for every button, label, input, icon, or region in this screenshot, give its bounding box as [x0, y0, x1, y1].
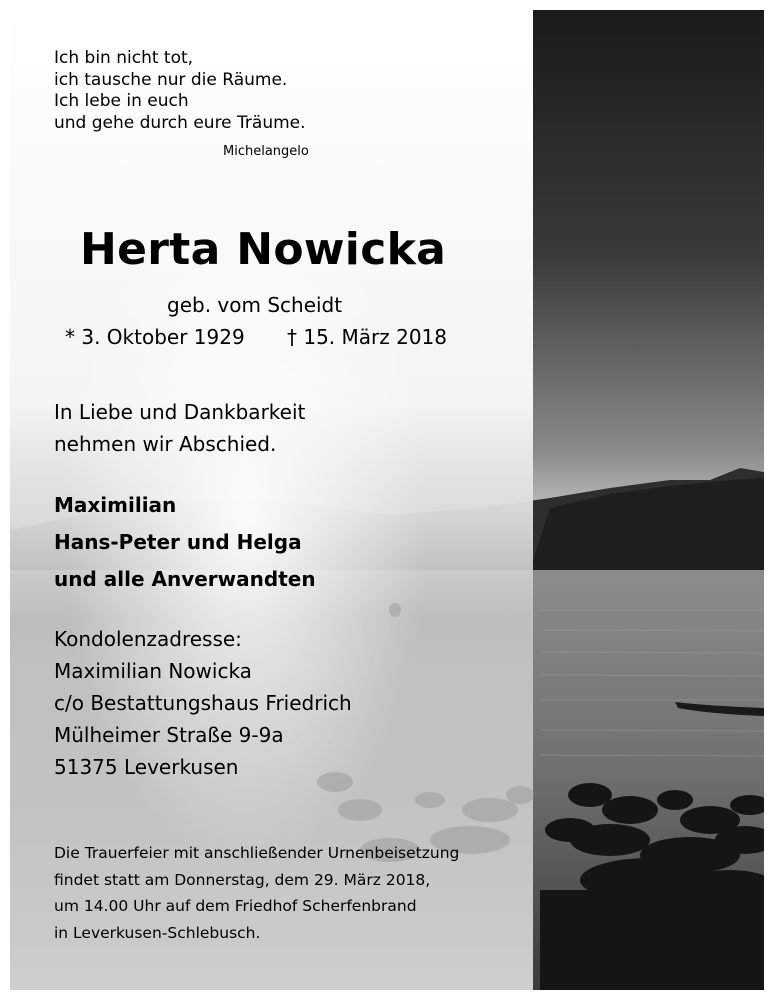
mourner: Hans-Peter und Helga [54, 530, 302, 554]
deceased-name: Herta Nowicka [80, 224, 447, 275]
farewell-text [54, 396, 305, 460]
quote-line: ich tausche nur die Räume. [54, 69, 288, 90]
condolence-line: Kondolenzadresse: [54, 627, 242, 651]
death-date: † 15. März 2018 [287, 325, 448, 349]
farewell-line: In Liebe und Dankbarkeit [54, 400, 306, 424]
quote-line: und gehe durch eure Träume. [54, 112, 306, 133]
quote-line: Ich bin nicht tot, [54, 48, 194, 68]
ceremony-line: findet statt am Donnerstag, dem 29. März 2018, [54, 870, 431, 889]
obituary-notice [10, 10, 764, 990]
ceremony-info [54, 840, 459, 946]
ceremony-line: Die Trauerfeier mit anschließender Urnenbeisetzung [54, 844, 460, 862]
condolence-line: Maximilian Nowicka [54, 659, 252, 683]
mourners-list [54, 487, 316, 598]
condolence-line: c/o Bestattungshaus Friedrich [54, 691, 352, 715]
condolence-line: Mülheimer Straße 9-9a [54, 723, 284, 747]
birth-date: * 3. Oktober 1929 [65, 325, 245, 349]
mourner: und alle Anverwandten [54, 567, 316, 591]
condolence-line: 51375 Leverkusen [54, 755, 239, 779]
ceremony-line: um 14.00 Uhr auf dem Friedhof Scherfenbrand [54, 897, 417, 915]
quote [54, 48, 306, 134]
mourner: Maximilian [54, 493, 177, 517]
text-column [10, 10, 533, 990]
farewell-line: nehmen wir Abschied. [54, 432, 277, 456]
quote-line: Ich lebe in euch [54, 91, 189, 111]
condolence-address [54, 623, 352, 783]
ceremony-line: in Leverkusen-Schlebusch. [54, 923, 261, 942]
birth-name: geb. vom Scheidt [167, 293, 343, 317]
quote-author: Michelangelo [223, 144, 309, 159]
